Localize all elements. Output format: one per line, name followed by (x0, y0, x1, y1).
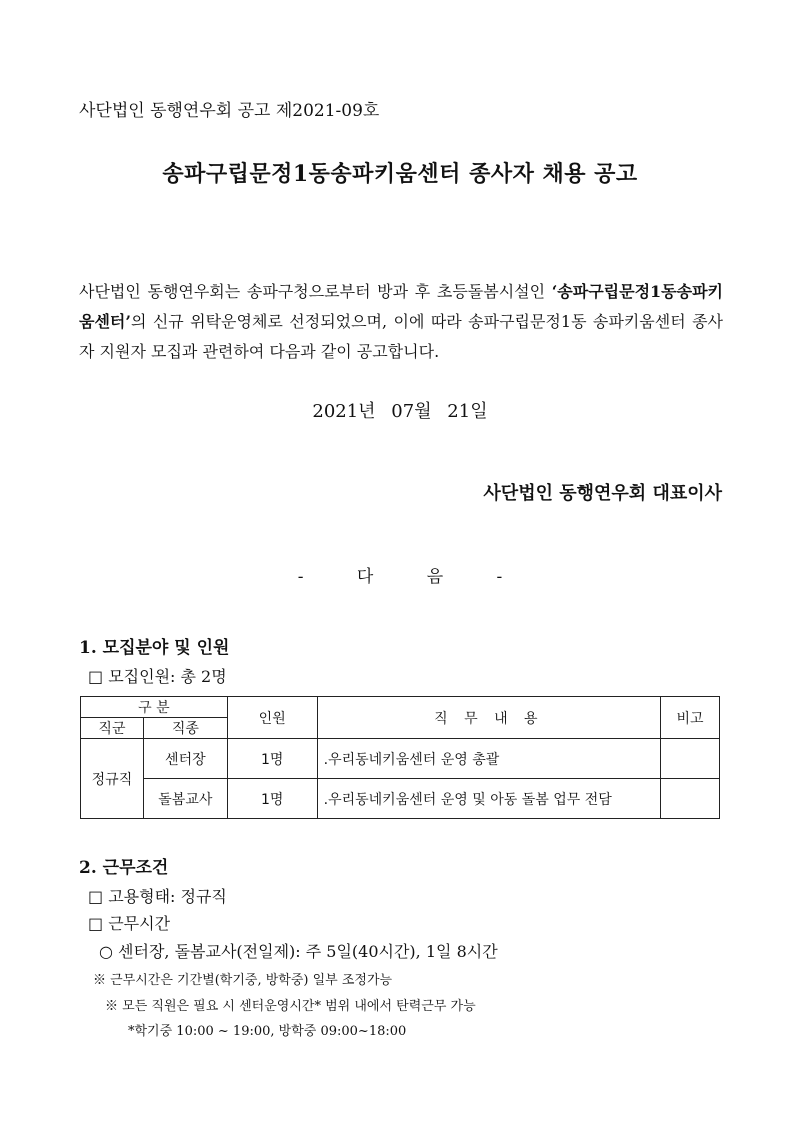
th-job-group: 직군 (81, 718, 144, 739)
cell-duties: .우리동네키움센터 운영 및 아동 돌봄 업무 전담 (317, 779, 660, 819)
notice-date: 2021년 07월 21일 (312, 401, 488, 422)
recruit-table (80, 696, 720, 819)
table-row (81, 779, 720, 819)
separator (0, 562, 800, 587)
notice-number: 사단법인 동행연우회 공고 제2021-09호 (79, 101, 380, 121)
th-job-type: 직종 (143, 718, 227, 739)
page-title: 송파구립문정1동송파키움센터 종사자 채용 공고 (162, 161, 638, 187)
note-1: ※ 근무시간은 기간별(학기중, 방학중) 일부 조정가능 (93, 973, 393, 988)
cell-duties: .우리동네키움센터 운영 총괄 (317, 739, 660, 779)
cell-job-type: 센터장 (143, 739, 227, 779)
recruit-count: □ 모집인원: 총 2명 (88, 667, 227, 686)
signer: 사단법인 동행연우회 대표이사 (483, 483, 722, 504)
th-category: 구 분 (81, 697, 228, 718)
cell-job-type: 돌봄교사 (143, 779, 227, 819)
employment-type: □ 고용형태: 정규직 (88, 887, 227, 906)
intro-text-2: 의 신규 위탁운영체로 선정되었으며, 이에 따라 송파구립문정1동 송파키움센터 종사자 지원자 모집과 관련하여 다음과 같이 공고합니다. (79, 312, 723, 361)
separator-dash-left: - (297, 567, 304, 587)
cell-headcount: 1명 (227, 739, 317, 779)
intro-text-1: 사단법인 동행연우회는 송파구청으로부터 방과 후 초등돌봄시설인 (79, 282, 552, 301)
table-header-row (81, 697, 720, 718)
cell-remarks (661, 779, 720, 819)
section2-heading: 2. 근무조건 (79, 858, 169, 878)
separator-char-1: 다 (356, 567, 374, 587)
cell-remarks (661, 739, 720, 779)
facility-name: ‘송파구립문정1동송파키움센터’ (79, 282, 723, 331)
intro-paragraph (79, 277, 723, 367)
note-3: *학기중 10:00 ~ 19:00, 방학중 09:00~18:00 (128, 1024, 407, 1039)
separator-dash-right: - (496, 567, 503, 587)
cell-group: 정규직 (81, 739, 144, 819)
cell-headcount: 1명 (227, 779, 317, 819)
th-remarks: 비고 (661, 697, 720, 739)
note-2: ※ 모든 직원은 필요 시 센터운영시간* 범위 내에서 탄력근무 가능 (105, 999, 476, 1014)
separator-char-2: 음 (426, 567, 444, 587)
th-duties: 직 무 내 용 (317, 697, 660, 739)
section1-heading: 1. 모집분야 및 인원 (79, 638, 230, 658)
work-hours-detail: ○ 센터장, 돌봄교사(전일제): 주 5일(40시간), 1일 8시간 (99, 942, 498, 961)
work-hours-label: □ 근무시간 (88, 914, 171, 933)
table-row (81, 739, 720, 779)
th-headcount: 인원 (227, 697, 317, 739)
